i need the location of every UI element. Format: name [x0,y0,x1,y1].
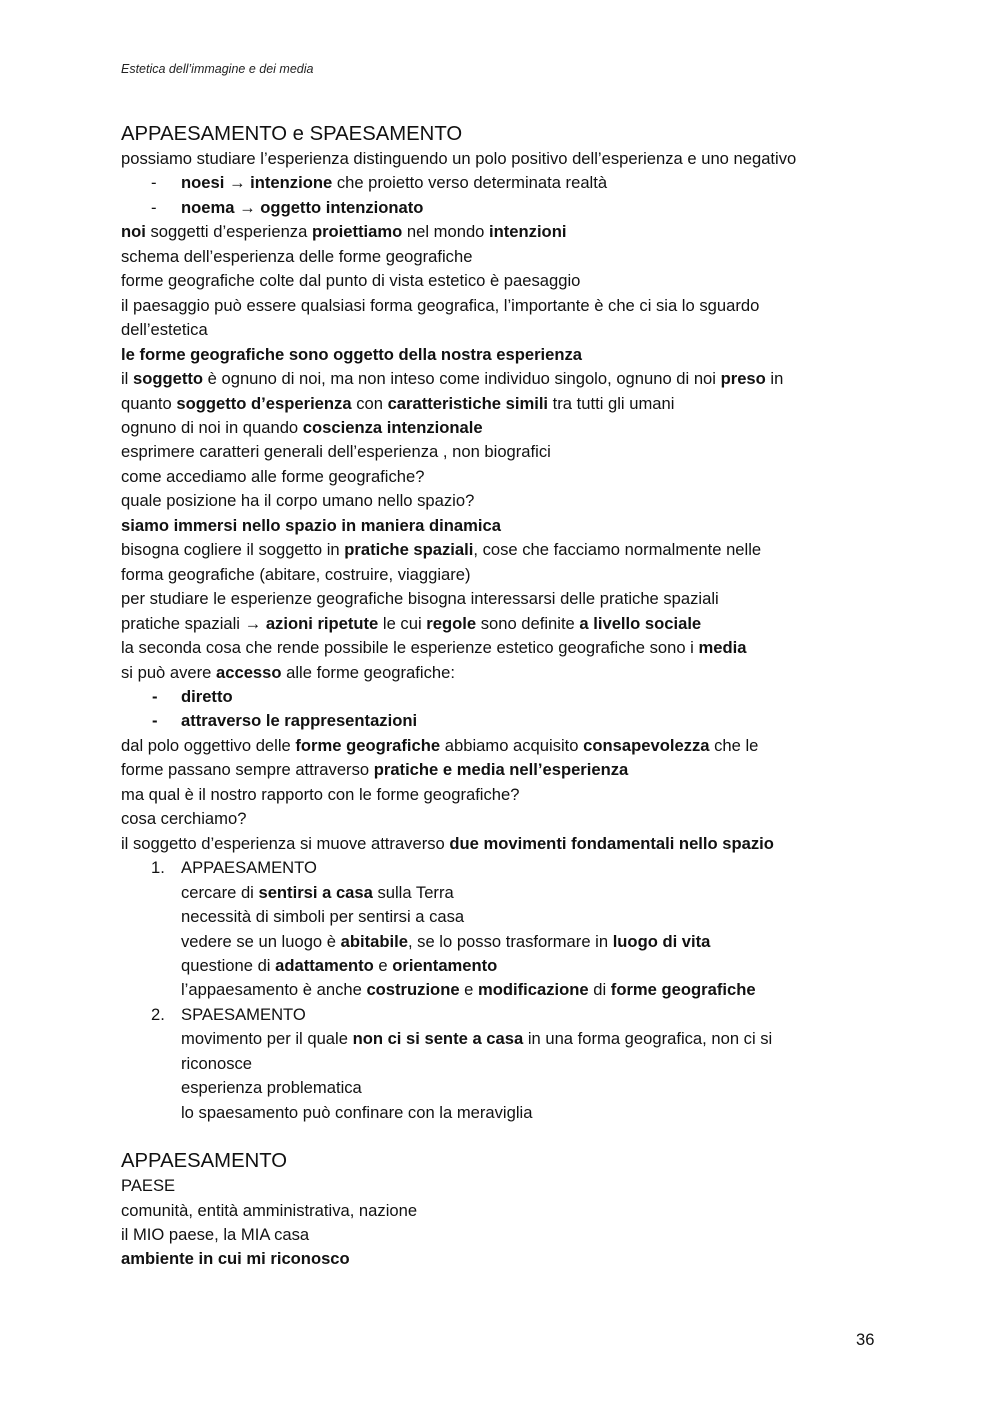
text-line [121,1247,881,1271]
sub-item-line [121,930,881,954]
bold-text: a livello sociale [579,613,702,633]
bold-text: luogo di vita [612,931,711,951]
text-run: cercare di [181,882,259,902]
list-dash: - [151,197,157,217]
text-run: vedere se un luogo è [181,931,341,951]
sub-item-line [121,881,881,905]
text-run: movimento per il quale [181,1029,353,1049]
text-run: schema dell’esperienza delle forme geografiche [121,246,473,266]
text-line [121,783,881,807]
bold-text: costruzione [366,980,460,1000]
page-number: 36 [856,1330,875,1349]
text-run: forme passano sempre attraverso [121,760,374,780]
bold-text: attraverso le rappresentazioni [181,711,418,731]
text-line [121,1199,881,1223]
text-run: comunità, entità amministrativa, nazione [121,1200,418,1220]
list-dash: - [151,173,157,193]
bullet-item [121,171,881,195]
bold-text: proiettiamo [311,222,403,242]
text-line [121,661,881,685]
bold-text: orientamento [392,955,498,975]
text-run: il soggetto d’esperienza si muove attraverso [121,833,450,853]
text-line [121,343,881,367]
text-line [121,416,881,440]
text-run: sono definite [476,613,580,633]
sub-item-line [121,1076,881,1100]
text-line [121,440,881,464]
text-line [121,220,881,244]
bold-text: preso [720,369,766,389]
text-run: nel mondo [402,222,490,242]
text-run: pratiche spaziali → [121,613,266,633]
text-line [121,807,881,831]
list-dash: - [152,686,158,706]
bold-text: media [698,638,747,658]
text-line [121,514,881,538]
text-line [121,734,881,758]
text-run: tra tutti gli umani [548,393,675,413]
text-run: necessità di simboli per sentirsi a casa [181,907,465,927]
bullet-item [121,709,881,733]
bold-text: soggetto d’esperienza [176,393,352,413]
text-run: esprimere caratteri generali dell’esperienza , non biografici [121,442,551,462]
section-heading: APPAESAMENTO e SPAESAMENTO [121,123,463,145]
bold-text: sentirsi a casa [258,882,373,902]
text-run: la seconda cosa che rende possibile le esperienze estetico geografiche sono i [121,638,699,658]
text-line [121,538,881,562]
sub-item-line [121,1052,881,1076]
text-run: , se lo posso trasformare in [407,931,613,951]
text-line [121,563,881,587]
text-run: ma qual è il nostro rapporto con le forme geografiche? [121,784,520,804]
bold-text: coscienza intenzionale [302,417,483,437]
text-run: sulla Terra [372,882,454,902]
bold-text: ambiente in cui mi riconosco [121,1249,350,1269]
text-line [121,465,881,489]
text-line [121,367,881,391]
text-run: il [121,369,133,389]
bold-text: intenzioni [489,222,567,242]
text-run: il MIO paese, la MIA casa [121,1225,310,1245]
text-run: e [459,980,479,1000]
text-run: quanto [121,393,177,413]
text-run: cosa cerchiamo? [121,809,247,829]
text-run: ognuno di noi in quando [121,417,303,437]
bold-text: accesso [216,662,282,682]
section-heading: APPAESAMENTO [121,1150,288,1173]
text-run: per studiare le esperienze geografiche bisogna interessarsi delle pratiche spaziali [121,589,719,609]
text-line [121,587,881,611]
list-number: 2. [151,1004,165,1024]
text-run: abbiamo acquisito [440,735,584,755]
bold-text: pratiche e media nell’esperienza [373,760,629,780]
bold-text: modificazione [478,980,589,1000]
bold-text: forme geografiche [610,980,756,1000]
text-run: dal polo oggettivo delle [121,735,296,755]
page-body [121,121,881,1272]
text-line [121,1223,881,1247]
text-run: che proietto verso determinata realtà [332,173,608,193]
text-line [121,269,881,293]
text-run: SPAESAMENTO [181,1004,306,1024]
text-run: si può avere [121,662,217,682]
sub-item-line [121,1027,881,1051]
text-run: bisogna cogliere il soggetto in [121,540,345,560]
numbered-item [121,856,881,880]
text-run: forma geografiche (abitare, costruire, viaggiare) [121,564,471,584]
bold-text: noi [121,222,146,242]
running-header: Estetica dell’immagine e dei media [121,62,314,76]
text-run: quale posizione ha il corpo umano nello spazio? [121,491,475,511]
list-dash: - [152,711,158,731]
numbered-item [121,1003,881,1027]
text-run: PAESE [121,1176,176,1196]
bold-text: non ci si sente a casa [352,1029,524,1049]
text-line [121,758,881,782]
text-run: forme geografiche colte dal punto di vista estetico è paesaggio [121,271,581,291]
bold-text: soggetto [132,369,204,389]
text-run: riconosce [181,1053,253,1073]
bold-text: consapevolezza [583,735,710,755]
text-run: le cui [378,613,427,633]
text-run: come accediamo alle forme geografiche? [121,466,425,486]
text-line [121,832,881,856]
text-line [121,147,881,171]
text-run: questione di [181,955,276,975]
bullet-item [121,685,881,709]
text-run: l’appaesamento è anche [181,980,367,1000]
text-line [121,245,881,269]
list-number: 1. [151,858,165,878]
text-run: alle forme geografiche: [281,662,455,682]
bold-text: noema → oggetto intenzionato [181,197,424,217]
text-run: possiamo studiare l’esperienza distinguendo un polo positivo dell’esperienza e uno negativo [121,149,797,168]
bullet-item [121,196,881,220]
text-run: il paesaggio può essere qualsiasi forma geografica, l’importante è che ci sia lo sguardo [121,295,760,315]
text-line [121,612,881,636]
text-line [121,636,881,660]
bold-text: caratteristiche simili [387,393,549,413]
bold-text: azioni ripetute [265,613,379,633]
text-run: è ognuno di noi, ma non inteso come individuo singolo, ognuno di noi [203,369,721,389]
sub-item-line [121,905,881,929]
text-line [121,1174,881,1198]
text-run: dell’estetica [121,320,208,340]
text-line [121,318,881,342]
text-line [121,392,881,416]
bold-text: regole [426,613,477,633]
text-run: soggetti d’esperienza [145,222,312,242]
sub-item-line [121,978,881,1002]
bold-text: abitabile [340,931,408,951]
text-line [121,489,881,513]
bold-text: forme geografiche [295,735,441,755]
text-line [121,294,881,318]
text-run: di [588,980,611,1000]
sub-item-line [121,954,881,978]
text-run: , cose che facciamo normalmente nelle [473,540,762,560]
text-run: esperienza problematica [181,1078,362,1098]
bold-text: siamo immersi nello spazio in maniera dinamica [121,515,501,535]
sub-item-line [121,1101,881,1125]
bold-text: noesi → intenzione [181,173,333,193]
bold-text: pratiche spaziali [344,540,474,560]
text-run: e [373,955,393,975]
text-run: in una forma geografica, non ci si [523,1029,773,1049]
bold-text: due movimenti fondamentali nello spazio [449,833,774,853]
bold-text: adattamento [275,955,374,975]
bold-text: diretto [181,686,233,706]
text-run: in [765,369,784,389]
text-run: lo spaesamento può confinare con la meraviglia [181,1102,533,1122]
text-run: che le [709,735,759,755]
text-run: con [351,393,388,413]
text-run: APPAESAMENTO [181,858,317,878]
bold-text: le forme geografiche sono oggetto della nostra esperienza [121,344,583,364]
